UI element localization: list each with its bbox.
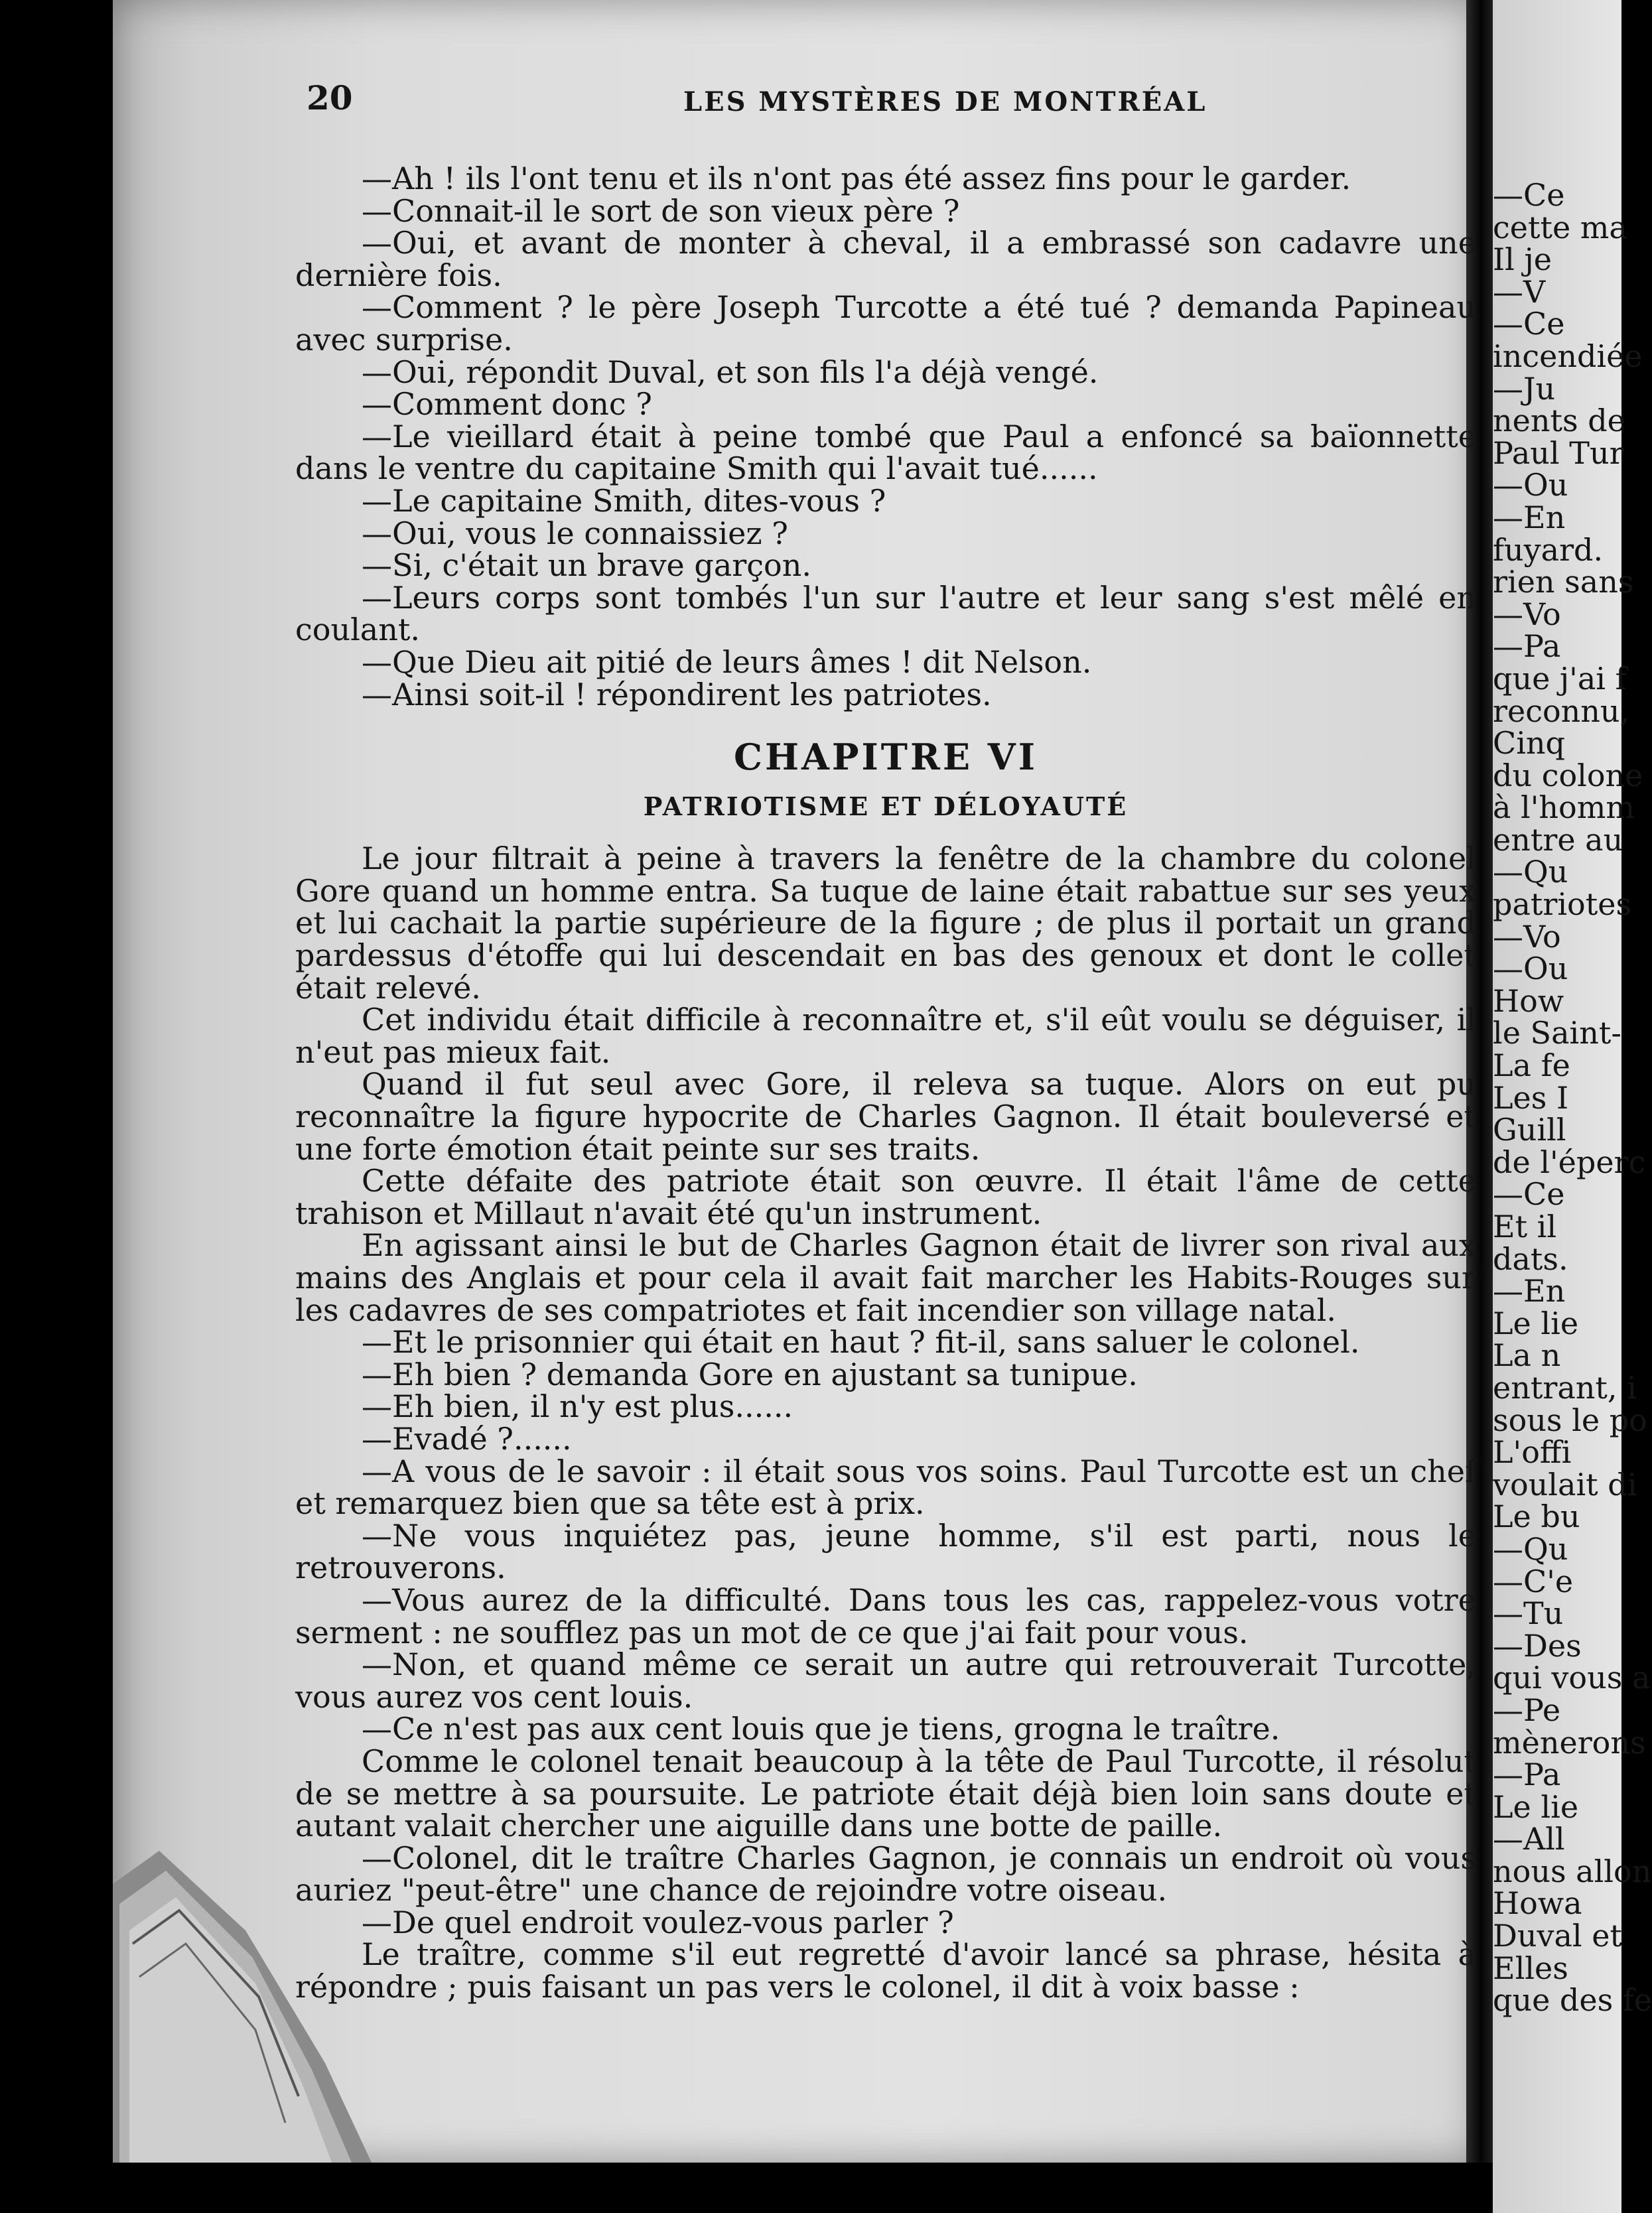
facing-page-line: How bbox=[1493, 982, 1564, 1019]
facing-page-line: fuyard. bbox=[1493, 531, 1604, 568]
facing-page-line: Il je bbox=[1493, 241, 1552, 278]
paragraph: —Non, et quand même ce serait un autre qui retrouverait Turcotte, vous aurez vos cent louis. bbox=[295, 1646, 1476, 1715]
facing-page-line: —Pe bbox=[1493, 1692, 1561, 1728]
dialogue-before-chapter bbox=[295, 163, 1476, 710]
paragraph: —Ainsi soit-il ! répondirent les patriotes. bbox=[362, 676, 992, 712]
paragraph: —Comment donc ? bbox=[362, 386, 652, 423]
facing-page-line: —Qu bbox=[1493, 1530, 1568, 1567]
paragraph: —Eh bien ? demanda Gore en ajustant sa tunipue. bbox=[362, 1356, 1138, 1392]
paragraph: —Comment ? le père Joseph Turcotte a été tué ? demanda Papineau avec surprise. bbox=[295, 289, 1476, 358]
facing-page-line: —Ce bbox=[1493, 177, 1565, 213]
facing-page-line: —All bbox=[1493, 1821, 1565, 1857]
paragraph: —Le capitaine Smith, dites-vous ? bbox=[362, 482, 886, 519]
facing-page-line: —Tu bbox=[1493, 1595, 1564, 1632]
facing-page-line: incendiée bbox=[1493, 338, 1643, 374]
chapter-title: CHAPITRE VI bbox=[734, 736, 1038, 779]
facing-page-line: —Pa bbox=[1493, 628, 1561, 665]
paragraph: —Oui, vous le connaissiez ? bbox=[362, 515, 788, 551]
page-number: 20 bbox=[307, 78, 353, 117]
facing-page-fragments bbox=[1493, 177, 1652, 2019]
paragraph: —Et le prisonnier qui était en haut ? fit-il, sans saluer le colonel. bbox=[362, 1324, 1360, 1361]
facing-page-line: sous le po bbox=[1493, 1402, 1647, 1438]
facing-page-line: Les I bbox=[1493, 1079, 1569, 1116]
facing-page-line: entrant, i bbox=[1493, 1369, 1637, 1406]
paragraph: —Ne vous inquiétez pas, jeune homme, s'il est parti, nous le retrouverons. bbox=[295, 1517, 1476, 1586]
facing-page-line: Howa bbox=[1493, 1885, 1582, 1922]
facing-page-line: —V bbox=[1493, 273, 1546, 310]
chapter-text bbox=[295, 842, 1476, 2003]
paragraph: —Colonel, dit le traître Charles Gagnon, je connais un endroit où vous auriez "peut-être" une chance de rejoindre votre oiseau. bbox=[295, 1840, 1476, 1909]
facing-page-line: Guill bbox=[1493, 1112, 1566, 1148]
facing-page-line: Cinq bbox=[1493, 725, 1565, 762]
paragraph: Comme le colonel tenait beaucoup à la tête de Paul Turcotte, il résolut de se mettre à sa poursuite. Le patriote était déjà bien loin sans doute et autant valait chercher une aiguille dans une botte de paille. bbox=[295, 1743, 1476, 1844]
paragraph: Cet individu était difficile à reconnaître et, s'il eût voulu se déguiser, il n'eut pas mieux fait. bbox=[295, 1002, 1476, 1070]
paragraph: Le traître, comme s'il eut regretté d'avoir lancé sa phrase, hésita à répondre ; puis faisant un pas vers le colonel, il dit à voix basse : bbox=[295, 1936, 1476, 2005]
facing-page-line: le Saint- bbox=[1493, 1015, 1621, 1051]
paragraph: —Eh bien, il n'y est plus...... bbox=[362, 1388, 793, 1425]
facing-page-line: —Vo bbox=[1493, 596, 1561, 632]
facing-page-line: entre au bbox=[1493, 821, 1623, 858]
facing-page-line: qui vous a bbox=[1493, 1660, 1651, 1696]
facing-page-line: Elles bbox=[1493, 1950, 1568, 1986]
facing-page-line: —Ce bbox=[1493, 1176, 1565, 1213]
facing-page-line: —En bbox=[1493, 1273, 1566, 1309]
paragraph: —Si, c'était un brave garçon. bbox=[362, 547, 811, 584]
facing-page-line: nous allon bbox=[1493, 1853, 1652, 1889]
facing-page-line: L'offi bbox=[1493, 1434, 1572, 1471]
facing-page-line: cette ma bbox=[1493, 209, 1627, 245]
page-body bbox=[295, 163, 1476, 2003]
chapter-subtitle: PATRIOTISME ET DÉLOYAUTÉ bbox=[643, 791, 1129, 821]
facing-page-line: patriotes bbox=[1493, 886, 1632, 923]
scan-border-bottom bbox=[0, 2163, 1493, 2213]
facing-page-line: La fe bbox=[1493, 1047, 1570, 1084]
paragraph: —Que Dieu ait pitié de leurs âmes ! dit Nelson. bbox=[362, 643, 1092, 680]
facing-page-line: Le bu bbox=[1493, 1499, 1580, 1535]
paragraph: —Evadé ?...... bbox=[362, 1420, 572, 1457]
paragraph: Cette défaite des patriote était son œuvre. Il était l'âme de cette trahison et Millaut n'avait été qu'un instrument. bbox=[295, 1163, 1476, 1231]
facing-page-line: du colone bbox=[1493, 757, 1643, 793]
paragraph: —Vous aurez de la difficulté. Dans tous les cas, rappelez-vous votre serment : ne soufflez pas un mot de ce que j'ai fait pour vous. bbox=[295, 1581, 1476, 1650]
facing-page-line: Duval et bbox=[1493, 1918, 1622, 1954]
paragraph: —Ah ! ils l'ont tenu et ils n'ont pas été assez fins pour le garder. bbox=[362, 161, 1351, 196]
facing-page-line: La n bbox=[1493, 1337, 1561, 1374]
paragraph: —Connait-il le sort de son vieux père ? bbox=[362, 192, 960, 229]
facing-page-line: —Des bbox=[1493, 1627, 1582, 1664]
facing-page-line: —Ou bbox=[1493, 951, 1568, 987]
facing-page-line: —C'e bbox=[1493, 1563, 1574, 1599]
facing-page-line: —En bbox=[1493, 499, 1566, 535]
facing-page-line: —Ce bbox=[1493, 306, 1565, 342]
paragraph: —Oui, et avant de monter à cheval, il a embrassé son cadavre une dernière fois. bbox=[295, 225, 1476, 293]
paragraph: —Oui, répondit Duval, et son fils l'a déjà vengé. bbox=[362, 354, 1099, 390]
facing-page-line: voulait di bbox=[1493, 1466, 1637, 1503]
paragraph: —Ce n'est pas aux cent louis que je tiens, grogna le traître. bbox=[362, 1711, 1280, 1747]
facing-page-line: —Vo bbox=[1493, 918, 1561, 955]
running-title: LES MYSTÈRES DE MONTRÉAL bbox=[683, 86, 1207, 117]
facing-page-line: que j'ai f bbox=[1493, 660, 1627, 697]
paragraph: —De quel endroit voulez-vous parler ? bbox=[362, 1904, 954, 1940]
paragraph: En agissant ainsi le but de Charles Gagnon était de livrer son rival aux mains des Anglais et pour cela il avait fait marcher les Habits-Rouges sur les cadavres de ses compatriotes et fait incendier son village natal. bbox=[295, 1227, 1476, 1328]
facing-page-line: dats. bbox=[1493, 1241, 1568, 1277]
paragraph: —A vous de le savoir : il était sous vos soins. Paul Turcotte est un chef et remarquez bien que sa tête est à prix. bbox=[295, 1453, 1476, 1522]
facing-page-line: —Ju bbox=[1493, 370, 1556, 407]
paragraph: Quand il fut seul avec Gore, il releva sa tuque. Alors on eut pu reconnaître la figure hypocrite de Charles Gagnon. Il était bouleversé et une forte émotion était peinte sur ses traits. bbox=[295, 1066, 1476, 1167]
facing-page-line: Paul Tur bbox=[1493, 435, 1624, 471]
facing-page-line: rien sans bbox=[1493, 564, 1634, 600]
facing-page-line: de l'éperc bbox=[1493, 1144, 1646, 1180]
torn-page-corner bbox=[113, 1844, 372, 2163]
facing-page-line: —Ou bbox=[1493, 467, 1568, 503]
facing-page-line: Le lie bbox=[1493, 1788, 1579, 1825]
facing-page-line: Le lie bbox=[1493, 1305, 1579, 1341]
facing-page-line: reconnu, bbox=[1493, 693, 1630, 729]
paragraph: Le jour filtrait à peine à travers la fenêtre de la chambre du colonel Gore quand un homme entra. Sa tuque de laine était rabattue sur ses yeux et lui cachait la partie supérieure de la figure ; de plus il portait un grand pardessus d'étoffe qui lui descendait en bas des genoux et dont le collet était relevé. bbox=[295, 840, 1476, 1006]
paragraph: —Le vieillard était à peine tombé que Paul a enfoncé sa baïonnette dans le ventre du capitaine Smith qui l'avait tué...... bbox=[295, 418, 1476, 487]
facing-page-line: Et il bbox=[1493, 1209, 1557, 1244]
facing-page-line: à l'homm bbox=[1493, 789, 1635, 826]
paragraph: —Leurs corps sont tombés l'un sur l'autre et leur sang s'est mêlé en coulant. bbox=[295, 579, 1476, 648]
facing-page-line: que des fe bbox=[1493, 1982, 1652, 2019]
facing-page-line: nents de bbox=[1493, 403, 1625, 439]
facing-page-line: —Pa bbox=[1493, 1757, 1561, 1793]
facing-page-line: —Qu bbox=[1493, 854, 1568, 890]
facing-page-line: mènerons bbox=[1493, 1724, 1646, 1761]
